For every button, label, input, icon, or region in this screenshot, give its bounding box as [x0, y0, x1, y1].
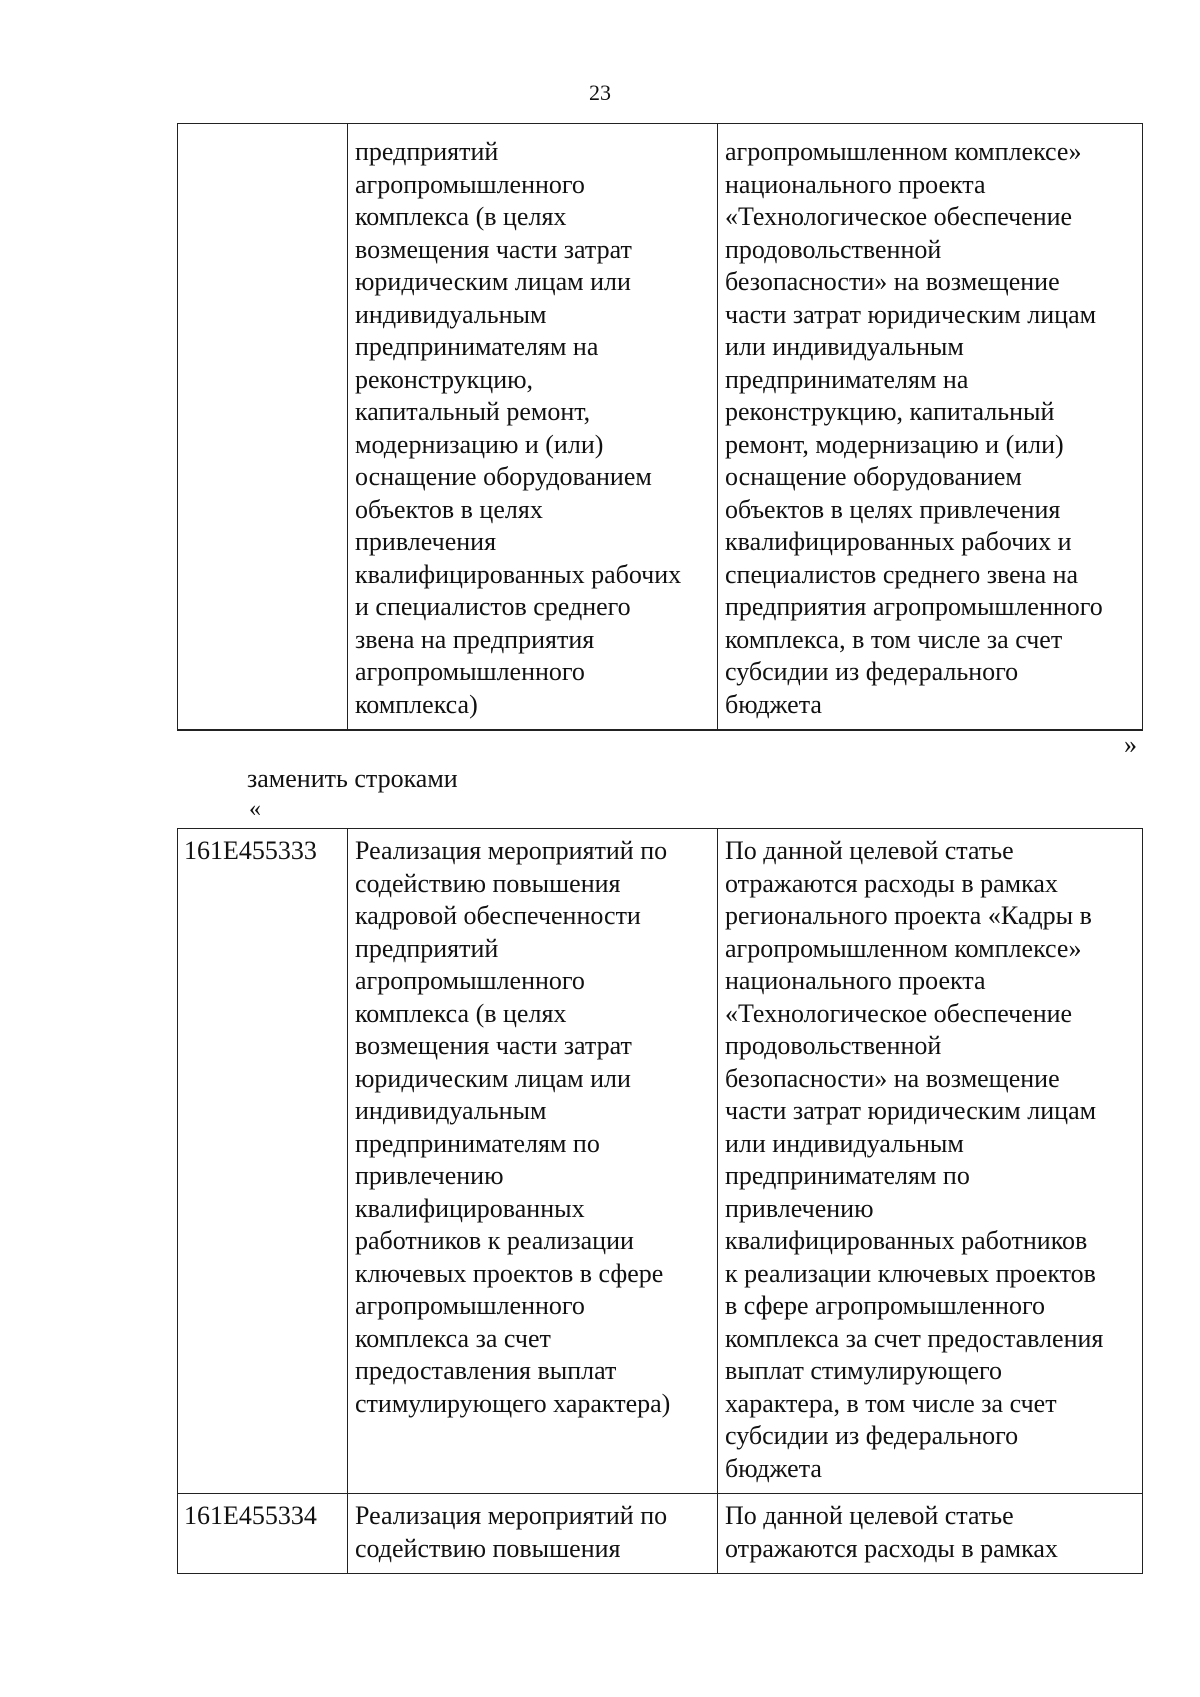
text-line: комплекса) [355, 689, 478, 719]
text-line: предприятий [355, 137, 499, 166]
text-line: привлечения [355, 527, 497, 556]
text-line: квалифицированных [355, 1193, 585, 1223]
text-line: реконструкцию, [355, 364, 534, 394]
text-line: работников к реализации [355, 1226, 634, 1255]
text-line: предприятия агропромышленного [725, 592, 1103, 621]
text-line: привлечению [725, 1193, 874, 1223]
text-line: стимулирующего характера) [355, 1388, 671, 1418]
text-line: модернизацию и (или) [355, 429, 604, 459]
text-line: агропромышленного [355, 966, 585, 995]
text-line: и специалистов среднего [355, 592, 631, 621]
text-line: предпринимателям по [355, 1128, 600, 1158]
replace-instruction: заменить строками [247, 764, 458, 793]
text-line: оснащение оборудованием [725, 462, 1022, 491]
text-line: предпринимателям на [725, 364, 969, 394]
name-cell [348, 829, 718, 1494]
text-line: к реализации ключевых проектов [725, 1258, 1096, 1288]
text-line: части затрат юридическим лицам [725, 1096, 1097, 1125]
text-line: объектов в целях привлечения [725, 494, 1061, 524]
text-line: комплекса за счет предоставления [725, 1323, 1104, 1353]
text-line: отражаются расходы в рамках [725, 868, 1058, 898]
text-line: национального проекта [725, 169, 986, 199]
text-line: ключевых проектов в сфере [355, 1258, 664, 1288]
text-line: предпринимателям на [355, 332, 599, 361]
text-line: отражаются расходы в рамках [725, 1533, 1058, 1563]
text-line: капитальный ремонт, [355, 397, 591, 426]
opening-quote: « [249, 796, 261, 822]
text-line: субсидии из федерального [725, 1421, 1019, 1450]
text-line: безопасности» на возмещение [725, 267, 1060, 296]
text-line: квалифицированных рабочих и [725, 527, 1072, 556]
name-cell [348, 124, 718, 731]
description-cell [718, 1494, 1143, 1574]
text-line: бюджета [725, 1453, 822, 1483]
description-cell [718, 124, 1143, 731]
text-line: ремонт, модернизацию и (или) [725, 429, 1064, 459]
classification-table-replacement [177, 828, 1143, 1574]
text-line: Реализация мероприятий по [355, 1501, 668, 1530]
text-line: или индивидуальным [725, 332, 964, 361]
text-line: субсидии из федерального [725, 657, 1019, 686]
text-line: «Технологическое обеспечение [725, 998, 1073, 1028]
text-line: объектов в целях [355, 494, 543, 524]
text-line: агропромышленного [355, 169, 585, 199]
description-cell [718, 829, 1143, 1494]
text-line: квалифицированных рабочих [355, 559, 682, 589]
text-line: или индивидуальным [725, 1128, 964, 1158]
text-line: комплекса (в целях [355, 998, 567, 1028]
code-cell: 161E455334 [178, 1494, 348, 1574]
text-line: содействию повышения [355, 1533, 621, 1563]
text-line: в сфере агропромышленного [725, 1291, 1045, 1320]
text-line: бюджета [725, 689, 822, 719]
text-line: агропромышленном комплексе» [725, 933, 1082, 963]
text-line: комплекса, в том числе за счет [725, 624, 1063, 654]
text-line: юридическим лицам или [355, 267, 631, 296]
text-line: национального проекта [725, 966, 986, 995]
text-line: содействию повышения [355, 868, 621, 898]
text-line: предпринимателям по [725, 1161, 970, 1190]
text-line: индивидуальным [355, 1096, 547, 1125]
code-cell: 161E455333 [178, 829, 348, 1494]
text-line: комплекса за счет [355, 1323, 551, 1353]
text-line: возмещения части затрат [355, 1031, 632, 1060]
closing-quote: » [1124, 730, 1137, 759]
text-line: безопасности» на возмещение [725, 1063, 1060, 1093]
text-line: агропромышленного [355, 1291, 585, 1320]
text-line: По данной целевой статье [725, 836, 1014, 865]
table-row [178, 124, 1143, 731]
name-cell [348, 1494, 718, 1574]
text-line: возмещения части затрат [355, 234, 632, 264]
table-row [178, 1494, 1143, 1574]
text-line: квалифицированных работников [725, 1226, 1088, 1255]
text-line: «Технологическое обеспечение [725, 202, 1073, 231]
text-line: характера, в том числе за счет [725, 1388, 1057, 1418]
text-line: привлечению [355, 1161, 504, 1190]
text-line: предоставления выплат [355, 1356, 617, 1385]
text-line: Реализация мероприятий по [355, 836, 668, 865]
text-line: части затрат юридическим лицам [725, 299, 1097, 329]
text-line: кадровой обеспеченности [355, 901, 641, 930]
text-line: индивидуальным [355, 299, 547, 329]
text-line: предприятий [355, 933, 499, 963]
code-cell [178, 124, 348, 731]
text-line: регионального проекта «Кадры в [725, 901, 1092, 930]
classification-table-continued [177, 123, 1143, 731]
text-line: юридическим лицам или [355, 1063, 631, 1093]
text-line: комплекса (в целях [355, 202, 567, 231]
text-line: оснащение оборудованием [355, 462, 652, 491]
text-line: реконструкцию, капитальный [725, 397, 1055, 426]
page-number: 23 [589, 80, 611, 105]
text-line: агропромышленного [355, 657, 585, 686]
text-line: звена на предприятия [355, 624, 595, 654]
text-line: выплат стимулирующего [725, 1356, 1003, 1385]
text-line: По данной целевой статье [725, 1501, 1014, 1530]
text-line: продовольственной [725, 234, 942, 264]
table-row [178, 829, 1143, 1494]
text-line: агропромышленном комплексе» [725, 137, 1082, 166]
text-line: продовольственной [725, 1031, 942, 1060]
text-line: специалистов среднего звена на [725, 559, 1079, 589]
